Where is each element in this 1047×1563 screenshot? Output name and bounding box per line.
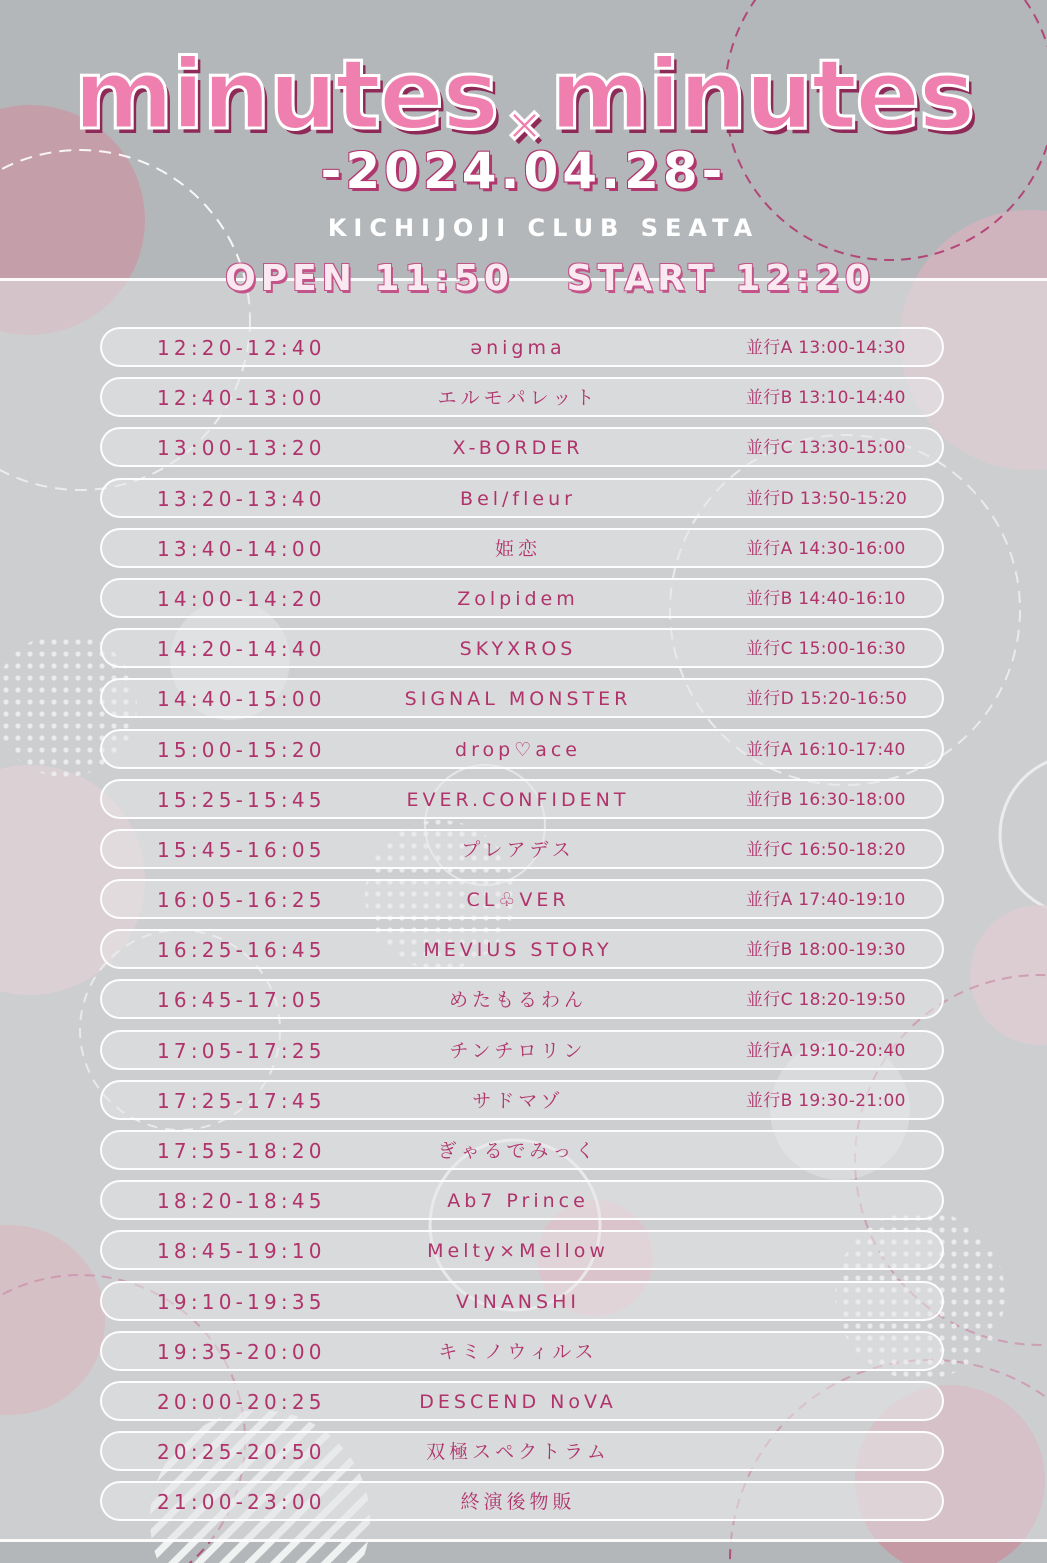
artist-name: EVER.CONFIDENT: [406, 788, 630, 811]
artist-name: SIGNAL MONSTER: [404, 688, 632, 711]
title-left: minutes: [73, 39, 498, 151]
artist-name: Ab7 Prince: [447, 1190, 589, 1213]
merch-slot: 並行B 18:00-19:30: [746, 940, 906, 961]
artist-name: Melty×Mellow: [427, 1240, 609, 1263]
artist-name: SKYXROS: [459, 638, 577, 661]
time-slot: 16:25-16:45: [157, 938, 326, 963]
event-title: [0, 40, 1047, 150]
time-slot: 21:00-23:00: [157, 1490, 326, 1515]
artist-name: めたもるわん: [448, 989, 587, 1012]
time-slot: 19:35-20:00: [157, 1339, 326, 1364]
time-slot: 12:20-12:40: [157, 336, 326, 360]
timetable-row: [100, 829, 944, 869]
timetable-row: [100, 1381, 944, 1421]
merch-slot: 並行A 13:00-14:30: [746, 338, 906, 358]
time-slot: 20:00-20:25: [157, 1389, 326, 1414]
timetable-row: [100, 1080, 944, 1120]
artist-name: X-BORDER: [452, 437, 584, 460]
artist-name: ぎゃるでみっく: [437, 1140, 599, 1162]
timetable-row: [100, 1230, 944, 1270]
artist-name: 双極スペクトラム: [426, 1441, 610, 1464]
timetable-row: [100, 1130, 944, 1170]
timetable-row: [100, 1030, 944, 1070]
artist-name: 姫恋: [494, 537, 541, 560]
timetable-row: [100, 1481, 944, 1521]
timetable-row: [100, 1180, 944, 1220]
timetable-row: [100, 879, 944, 919]
artist-name: drop♡ace: [455, 738, 581, 761]
artist-name: MEVIUS STORY: [423, 939, 613, 962]
merch-slot: 並行B 14:40-16:10: [746, 588, 906, 609]
time-slot: 14:40-15:00: [157, 687, 326, 712]
timetable-row: [100, 979, 944, 1019]
time-slot: 20:25-20:50: [157, 1440, 326, 1465]
merch-slot: 並行A 19:10-20:40: [746, 1040, 906, 1061]
merch-slot: 並行A 16:10-17:40: [746, 739, 906, 760]
timetable-row: [100, 929, 944, 969]
title-separator: ×: [505, 96, 542, 151]
artist-name: 終演後物販: [460, 1491, 576, 1514]
merch-slot: 並行C 15:00-16:30: [746, 639, 906, 660]
artist-name: サドマゾ: [472, 1089, 564, 1112]
time-slot: 13:00-13:20: [157, 436, 326, 461]
artist-name: Zolpidem: [457, 587, 579, 610]
timetable-row: [100, 1331, 944, 1371]
time-slot: 13:20-13:40: [157, 486, 326, 511]
time-slot: 15:45-16:05: [157, 837, 326, 862]
timetable-row: [100, 1431, 944, 1471]
timetable-row: [100, 427, 944, 467]
merch-slot: 並行A 14:30-16:00: [746, 538, 906, 559]
time-slot: 16:45-17:05: [157, 988, 326, 1013]
timetable-row: [100, 478, 944, 518]
timetable-row: [100, 678, 944, 718]
time-slot: 17:55-18:20: [157, 1139, 326, 1163]
timetable-row: [100, 377, 944, 417]
time-slot: 18:45-19:10: [157, 1239, 326, 1264]
artist-name: プレアデス: [461, 838, 575, 861]
time-slot: 17:25-17:45: [157, 1088, 326, 1113]
artist-name: チンチロリン: [449, 1039, 587, 1062]
merch-slot: 並行D 15:20-16:50: [746, 689, 908, 710]
time-slot: 15:00-15:20: [157, 737, 326, 762]
merch-slot: 並行B 19:30-21:00: [746, 1090, 906, 1111]
artist-name: VINANSHI: [456, 1290, 580, 1313]
time-slot: 14:20-14:40: [157, 637, 326, 662]
open-start-times: OPEN 11:50 START 12:20: [225, 258, 875, 299]
timetable: [100, 327, 948, 1532]
merch-slot: 並行A 17:40-19:10: [746, 890, 906, 911]
event-date: -2024.04.28-: [320, 142, 727, 200]
artist-name: Bel/fleur: [460, 487, 576, 510]
timetable-row: [100, 1281, 944, 1321]
time-slot: 16:05-16:25: [157, 888, 326, 913]
timetable-row: [100, 628, 944, 668]
merch-slot: 並行C 16:50-18:20: [746, 839, 906, 860]
timetable-row: [100, 729, 944, 769]
time-slot: 12:40-13:00: [157, 386, 326, 411]
artist-name: ənigma: [470, 337, 566, 359]
timetable-row: [100, 779, 944, 819]
timetable-row: [100, 578, 944, 618]
merch-slot: 並行C 13:30-15:00: [746, 438, 906, 459]
merch-slot: 並行B 13:10-14:40: [746, 388, 906, 409]
merch-slot: 並行D 13:50-15:20: [746, 488, 908, 509]
time-slot: 15:25-15:45: [157, 787, 326, 812]
time-slot: 17:05-17:25: [157, 1038, 326, 1063]
time-slot: 19:10-19:35: [157, 1289, 326, 1314]
artist-name: DESCEND NoVA: [419, 1390, 617, 1413]
merch-slot: 並行C 18:20-19:50: [746, 990, 906, 1011]
timetable-row: [100, 528, 944, 568]
event-venue: KICHIJOJI CLUB SEATA: [327, 214, 760, 242]
time-slot: 14:00-14:20: [157, 586, 326, 611]
artist-name: CL♧VER: [466, 889, 570, 912]
time-slot: 18:20-18:45: [157, 1189, 326, 1214]
timetable-row: [100, 327, 944, 367]
artist-name: キミノウィルス: [438, 1340, 598, 1363]
title-right: minutes: [549, 39, 974, 151]
merch-slot: 並行B 16:30-18:00: [746, 789, 906, 810]
artist-name: エルモパレット: [437, 387, 599, 410]
time-slot: 13:40-14:00: [157, 536, 326, 561]
